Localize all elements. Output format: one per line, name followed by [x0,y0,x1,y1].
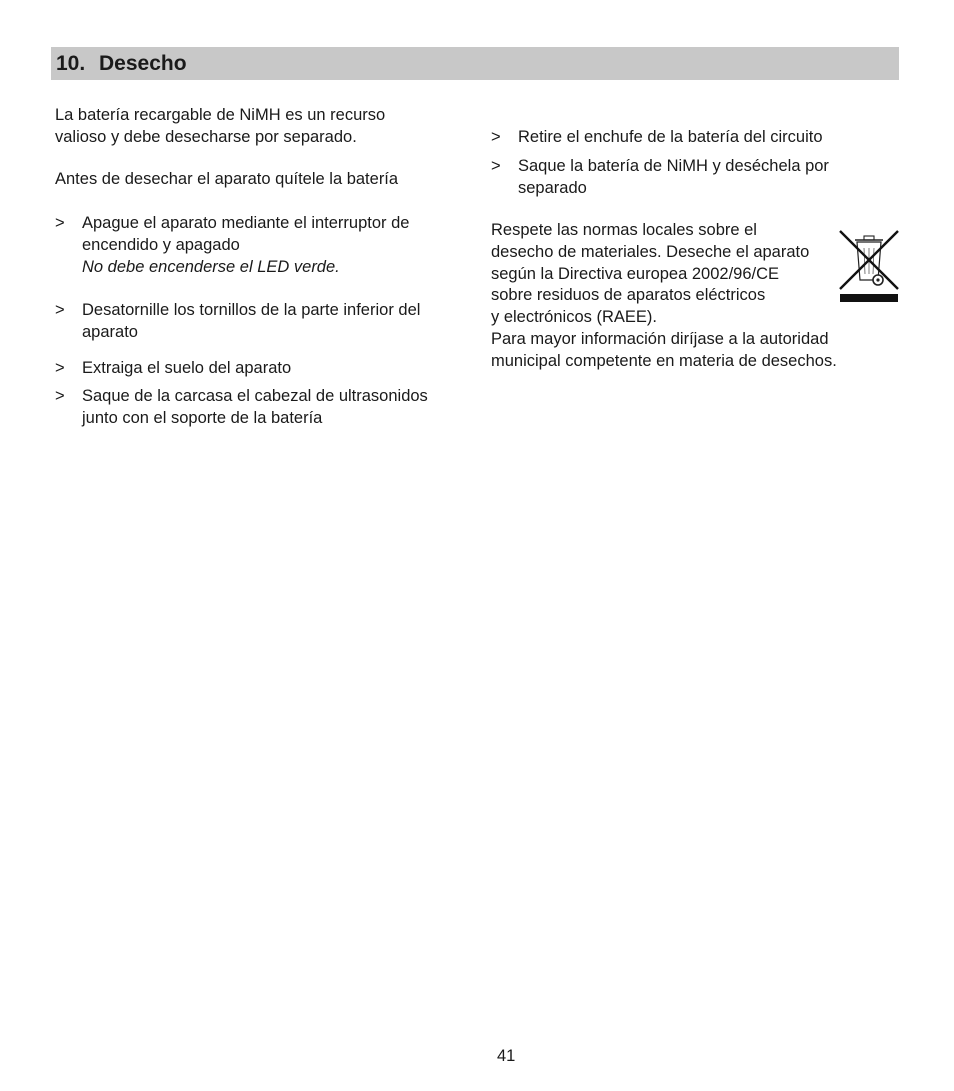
bullet-marker: > [55,214,65,232]
section-title: Desecho [99,52,187,75]
bullet-marker: > [55,359,65,377]
step-line: separado [518,178,587,197]
regulation-line: y electrónicos (RAEE). [491,308,657,327]
regulation-line: Respete las normas locales sobre el [491,221,757,239]
intro-line: valioso y debe desecharse por separado. [55,127,357,146]
bullet-marker: > [491,157,501,175]
step-line: Saque de la carcasa el cabezal de ultrasonidos [82,387,428,405]
regulation-paragraph [491,220,837,373]
intro-line: La batería recargable de NiMH es un recurso [55,106,386,124]
bullet-marker: > [491,128,501,146]
step-line: Extraiga el suelo del aparato [82,359,292,377]
page-number: 41 [497,1047,516,1065]
bullet-marker: > [55,301,65,319]
step-line: aparato [82,322,138,341]
step-line: Apague el aparato mediante el interruptor de [82,214,410,232]
regulation-line: desecho de materiales. Deseche el aparato [491,242,810,261]
section-number: 10. [56,52,86,75]
crossed-out-wheeled-bin-icon [838,228,900,304]
regulation-line: municipal competente en materia de desechos. [491,351,837,370]
step-line: encendido y apagado [82,235,240,254]
step-line: Retire el enchufe de la batería del circuito [518,128,823,146]
intro-paragraph [55,105,385,149]
regulation-line: según la Directiva europea 2002/96/CE [491,264,780,283]
regulation-line: Para mayor información diríjase a la autoridad [491,329,829,348]
section-header [51,47,899,80]
step-line: junto con el soporte de la batería [82,408,323,427]
bullet-marker: > [55,387,65,405]
before-disposal-text: Antes de desechar el aparato quítele la batería [55,170,399,188]
regulation-line: sobre residuos de aparatos eléctricos [491,286,766,305]
step-line: Desatornille los tornillos de la parte inferior del [82,301,421,319]
step-line: Saque la batería de NiMH y deséchela por [518,157,829,175]
step-note: No debe encenderse el LED verde. [82,257,340,276]
